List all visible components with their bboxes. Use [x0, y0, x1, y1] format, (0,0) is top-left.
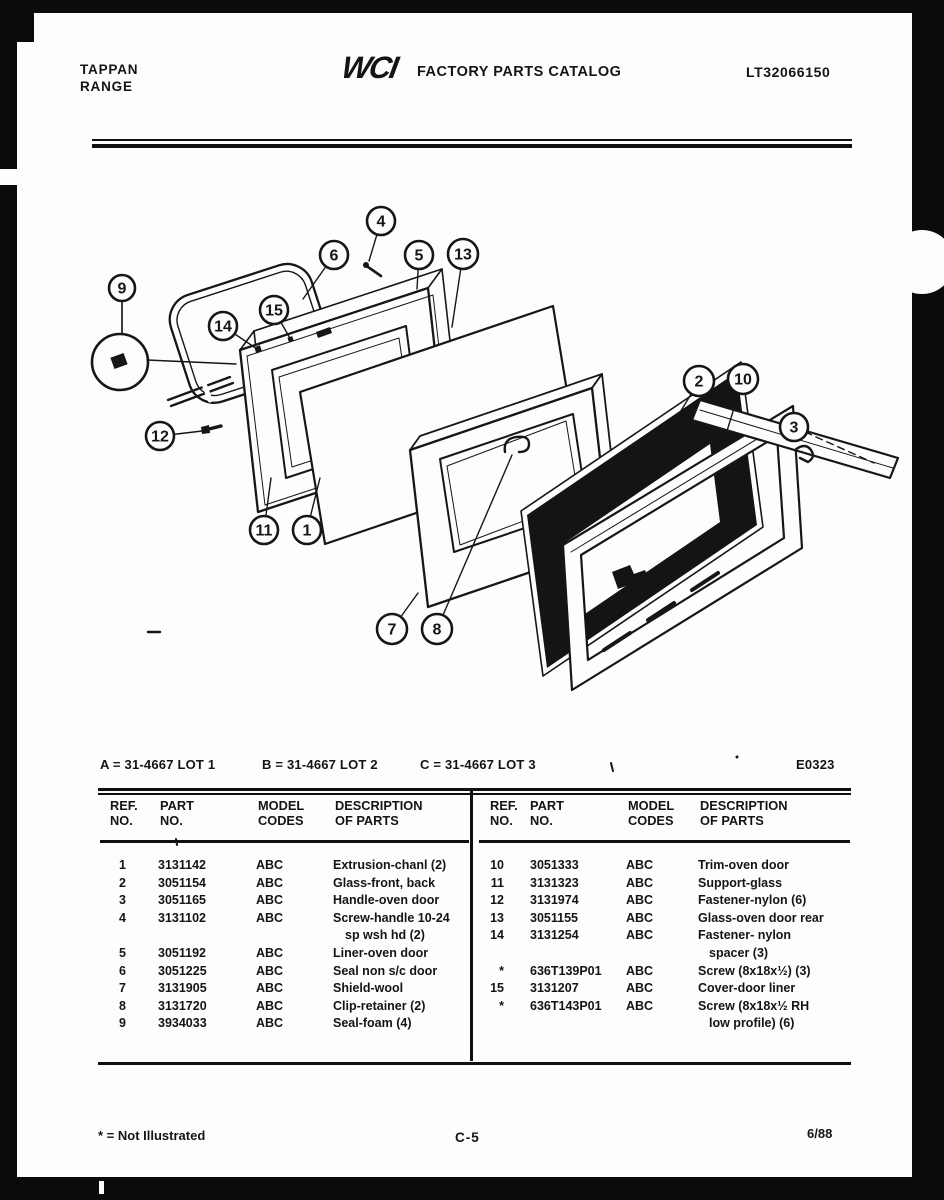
table-cell: ABC: [256, 1016, 284, 1031]
table-cell: 3131102: [158, 910, 206, 925]
table-cell: 11: [490, 875, 504, 890]
table-cell: Support-glass: [698, 875, 783, 890]
table-cell: 3131720: [158, 998, 207, 1013]
callout-15: [260, 296, 288, 324]
table-cell: ABC: [626, 893, 654, 908]
table-cell: 3131254: [530, 928, 579, 943]
brand-line2: RANGE: [80, 79, 133, 94]
scan-border-top: [0, 0, 944, 13]
table-cell: spacer (3): [709, 945, 769, 960]
lot-code-a: A = 31-4667 LOT 1: [100, 757, 216, 772]
table-cell: Glass-oven door rear: [698, 910, 824, 925]
table-row: [100, 893, 472, 911]
callout-10: [728, 364, 758, 394]
scan-border-bottom: [0, 1177, 944, 1200]
svg-text:8: 8: [432, 621, 442, 639]
table-row: [478, 1016, 850, 1034]
table-row: [100, 981, 472, 999]
column-header: DESCRIPTION OF PARTS: [335, 798, 423, 828]
svg-text:3: 3: [789, 419, 799, 437]
callout-6: [320, 241, 348, 269]
table-cell: Shield-wool: [333, 981, 404, 996]
screw-icon: [363, 262, 381, 276]
lot-code-b: B = 31-4667 LOT 2: [262, 757, 378, 772]
column-header: PART NO.: [530, 798, 564, 828]
table-row: [100, 1016, 472, 1034]
table-cell: 3051155: [530, 910, 578, 925]
table-cell: 7: [119, 981, 126, 996]
table-cell: 6: [119, 963, 126, 978]
document-number: LT32066150: [746, 64, 831, 80]
table-cell: 3131905: [158, 981, 207, 996]
table-cell: 4: [119, 910, 126, 925]
svg-text:9: 9: [117, 280, 127, 298]
table-cell: 3934033: [158, 1016, 207, 1031]
table-cell: Screw-handle 10-24: [333, 910, 450, 925]
table-cell: 14: [490, 928, 504, 943]
svg-text:13: 13: [454, 246, 472, 264]
table-row: [100, 999, 472, 1017]
callout-13: [448, 239, 478, 269]
table-cell: 3131142: [158, 858, 206, 872]
parts-table-right: [478, 858, 850, 1034]
scan-border-left: [0, 13, 17, 1200]
table-cell: Glass-front, back: [333, 875, 436, 890]
header-rule-thick: [92, 144, 852, 148]
table-cell: Handle-oven door: [333, 893, 440, 908]
table-cell: ABC: [626, 981, 654, 996]
lot-code-c: C = 31-4667 LOT 3: [420, 757, 536, 772]
table-cell: 3: [119, 893, 126, 908]
parts-table-left: [100, 858, 472, 1034]
scan-border-right: [912, 0, 944, 1200]
callout-9: [109, 275, 135, 301]
table-cell: Seal-foam (4): [333, 1016, 412, 1031]
table-row: [478, 964, 850, 982]
table-row: [478, 893, 850, 911]
svg-text:15: 15: [265, 302, 283, 320]
column-header: REF. NO.: [110, 798, 138, 828]
callout-5: [405, 241, 433, 269]
column-header: PART NO.: [160, 798, 194, 828]
header-rule-thin: [92, 139, 852, 141]
table-cell: ABC: [256, 981, 284, 996]
callout-2: [684, 366, 714, 396]
table-cell: 1: [119, 858, 126, 872]
table-cell: ABC: [626, 875, 654, 890]
table-cell: 13: [490, 910, 504, 925]
callout-4: [367, 207, 395, 235]
table-cell: 2: [119, 875, 126, 890]
table-row: [478, 946, 850, 964]
table-header-underline-right: [479, 840, 850, 843]
svg-text:7: 7: [387, 621, 397, 639]
screw-icon: [201, 425, 221, 434]
table-row: [100, 928, 472, 946]
svg-text:2: 2: [694, 373, 704, 391]
table-cell: Cover-door liner: [698, 981, 796, 996]
table-cell: 12: [490, 893, 504, 908]
table-row: [100, 946, 472, 964]
table-cell: Fastener- nylon: [698, 928, 792, 943]
table-cell: 10: [490, 858, 504, 872]
table-row: [478, 876, 850, 894]
catalog-title: FACTORY PARTS CATALOG: [417, 64, 622, 80]
table-cell: Extrusion-chanl (2): [333, 858, 447, 872]
table-cell: 636T139P01: [530, 963, 602, 978]
table-cell: 3051154: [158, 875, 206, 890]
table-cell: ABC: [256, 910, 284, 925]
svg-text:1: 1: [302, 522, 312, 540]
table-cell: ABC: [256, 858, 284, 872]
table-row: [478, 858, 850, 876]
table-cell: *: [499, 963, 504, 978]
table-cell: 8: [119, 998, 126, 1013]
not-illustrated-note: * = Not Illustrated: [98, 1128, 206, 1143]
table-cell: ABC: [626, 998, 654, 1013]
table-cell: sp wsh hd (2): [345, 928, 425, 943]
table-cell: Fastener-nylon (6): [698, 893, 807, 908]
table-cell: ABC: [626, 910, 654, 925]
table-row: [100, 964, 472, 982]
table-cell: Clip-retainer (2): [333, 998, 426, 1013]
column-header: DESCRIPTION OF PARTS: [700, 798, 788, 828]
svg-text:4: 4: [376, 213, 386, 231]
scan-mark: [99, 1181, 104, 1194]
callout-3: [780, 413, 808, 441]
page-number: C-5: [455, 1130, 480, 1145]
table-cell: 3131207: [530, 981, 579, 996]
table-cell: 3131974: [530, 893, 579, 908]
table-row: [478, 928, 850, 946]
table-cell: ABC: [256, 875, 284, 890]
table-cell: ABC: [256, 893, 284, 908]
table-cell: Screw (8x18x½) (3): [698, 963, 811, 978]
table-cell: 15: [490, 981, 504, 996]
table-cell: ABC: [626, 928, 654, 943]
revision-date: 6/88: [807, 1126, 833, 1141]
table-cell: ABC: [626, 858, 654, 872]
table-cell: Seal non s/c door: [333, 963, 438, 978]
svg-text:10: 10: [734, 371, 752, 389]
table-cell: 5: [119, 945, 126, 960]
callout-7: [377, 614, 407, 644]
page-code: E0323: [796, 757, 835, 772]
column-header: MODEL CODES: [258, 798, 305, 828]
table-top-border: [98, 788, 851, 791]
table-cell: ABC: [256, 998, 284, 1013]
table-cell: 3051192: [158, 945, 206, 960]
table-cell: 9: [119, 1016, 126, 1031]
table-cell: Trim-oven door: [698, 858, 789, 872]
callout-11: [250, 516, 278, 544]
table-cell: ABC: [256, 945, 284, 960]
svg-text:14: 14: [214, 318, 232, 336]
table-cell: *: [499, 998, 504, 1013]
table-cell: 3131323: [530, 875, 579, 890]
table-cell: 3051333: [530, 858, 579, 872]
callout-12: [146, 422, 174, 450]
table-row: [478, 981, 850, 999]
table-cell: 3051225: [158, 963, 207, 978]
table-cell: ABC: [256, 963, 284, 978]
svg-text:5: 5: [414, 247, 424, 265]
table-cell: Liner-oven door: [333, 945, 429, 960]
callout-8: [422, 614, 452, 644]
callout-1: [293, 516, 321, 544]
table-header-underline-left: [100, 840, 469, 843]
column-header: MODEL CODES: [628, 798, 675, 828]
svg-text:6: 6: [329, 247, 339, 265]
column-header: REF. NO.: [490, 798, 518, 828]
table-cell: 3051165: [158, 893, 206, 908]
brand-line1: TAPPAN: [80, 62, 139, 77]
callout-14: [209, 312, 237, 340]
svg-text:11: 11: [255, 522, 273, 540]
table-row: [100, 911, 472, 929]
table-bottom-border: [98, 1062, 851, 1065]
brand-name: [80, 61, 138, 95]
table-cell: ABC: [626, 963, 654, 978]
table-cell: Screw (8x18x½ RH: [698, 998, 810, 1013]
table-top-border2: [98, 793, 851, 795]
table-row: [100, 876, 472, 894]
table-cell: 636T143P01: [530, 998, 602, 1013]
table-cell: low profile) (6): [709, 1016, 795, 1031]
scan-notch: [0, 169, 17, 185]
wci-logo: WCI: [339, 50, 400, 85]
table-row: [478, 999, 850, 1017]
table-row: [100, 858, 472, 876]
table-row: [478, 911, 850, 929]
svg-text:12: 12: [151, 428, 169, 446]
